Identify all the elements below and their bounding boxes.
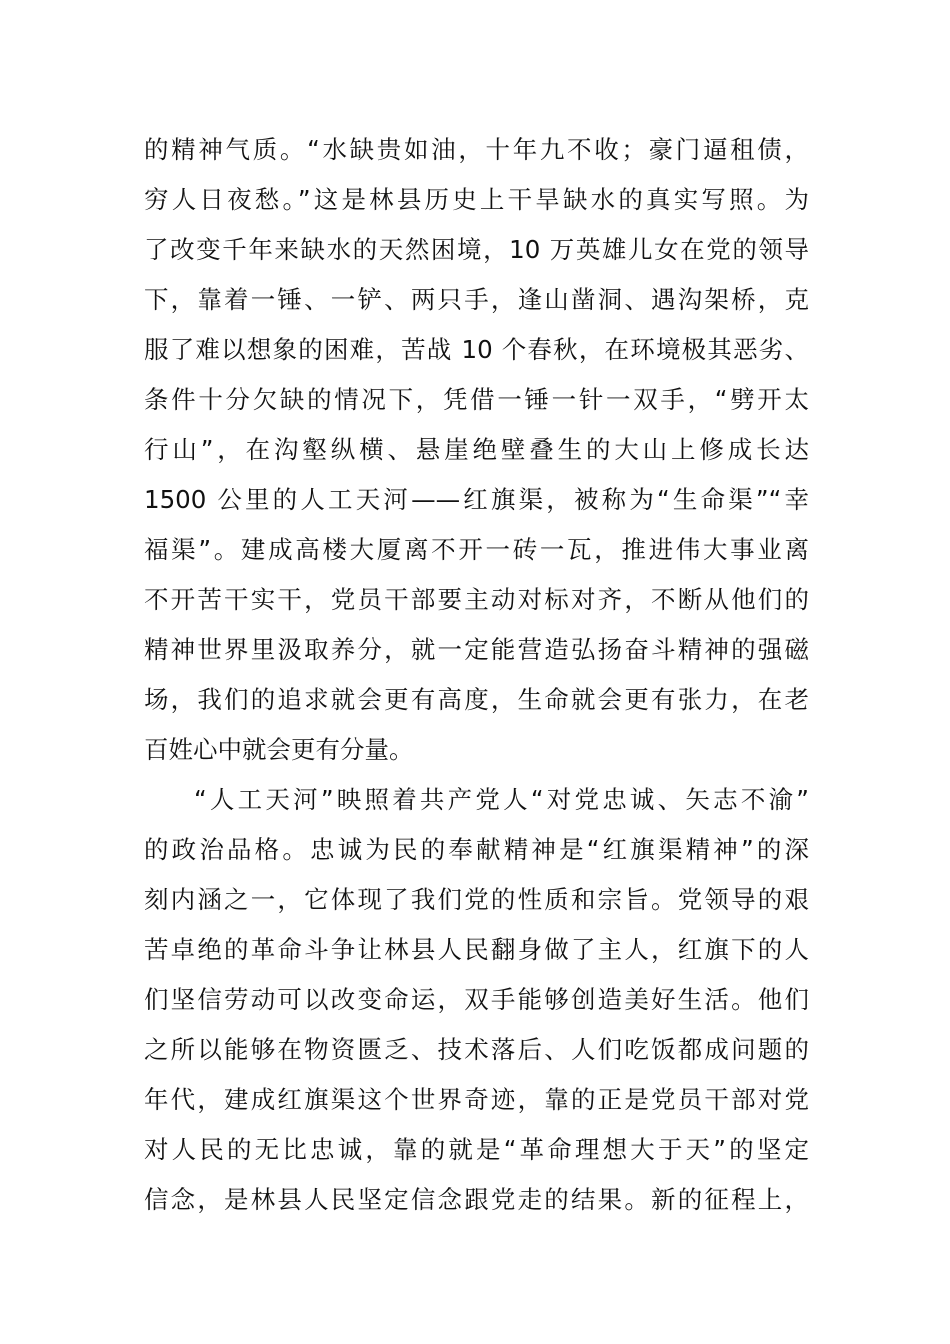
text-line: 精神世界里汲取养分，就一定能营造弘扬奋斗精神的强磁 xyxy=(144,635,809,664)
text-line: 对人民的无比忠诚，靠的就是“革命理想大于天”的坚定 xyxy=(144,1135,809,1164)
text-line: 行山”，在沟壑纵横、悬崖绝壁叠生的大山上修成长达 xyxy=(144,435,809,464)
text-line: 年代，建成红旗渠这个世界奇迹，靠的正是党员干部对党 xyxy=(144,1085,809,1114)
text-line: 信念，是林县人民坚定信念跟党走的结果。新的征程上， xyxy=(144,1185,809,1214)
text-line: 的精神气质。“水缺贵如油，十年九不收；豪门逼租债， xyxy=(144,135,809,164)
text-line: 场，我们的追求就会更有高度，生命就会更有张力，在老 xyxy=(144,685,809,714)
text-line-paragraph-end: 百姓心中就会更有分量。 xyxy=(144,735,414,764)
text-line: 的政治品格。忠诚为民的奉献精神是“红旗渠精神”的深 xyxy=(144,835,809,864)
text-line: 福渠”。建成高楼大厦离不开一砖一瓦，推进伟大事业离 xyxy=(144,535,809,564)
text-line: 们坚信劳动可以改变命运，双手能够创造美好生活。他们 xyxy=(144,985,809,1014)
text-line: 下，靠着一锤、一铲、两只手，逢山凿洞、遇沟架桥，克 xyxy=(144,285,809,314)
text-line: 苦卓绝的革命斗争让林县人民翻身做了主人，红旗下的人 xyxy=(144,935,809,964)
text-line: 刻内涵之一，它体现了我们党的性质和宗旨。党领导的艰 xyxy=(144,885,809,914)
text-line: 之所以能够在物资匮乏、技术落后、人们吃饭都成问题的 xyxy=(144,1035,809,1064)
text-line: 穷人日夜愁。”这是林县历史上干旱缺水的真实写照。为 xyxy=(144,185,809,214)
text-line: 服了难以想象的困难，苦战 10 个春秋，在环境极其恶劣、 xyxy=(144,335,809,364)
text-line-paragraph-start: “人工天河”映照着共产党人“对党忠诚、矢志不渝” xyxy=(194,785,809,814)
text-line: 了改变千年来缺水的天然困境，10 万英雄儿女在党的领导 xyxy=(144,235,809,264)
text-line: 条件十分欠缺的情况下，凭借一锤一针一双手，“劈开太 xyxy=(144,385,809,414)
text-line: 1500 公里的人工天河——红旗渠，被称为“生命渠”“幸 xyxy=(144,485,809,514)
text-line: 不开苦干实干，党员干部要主动对标对齐，不断从他们的 xyxy=(144,585,809,614)
